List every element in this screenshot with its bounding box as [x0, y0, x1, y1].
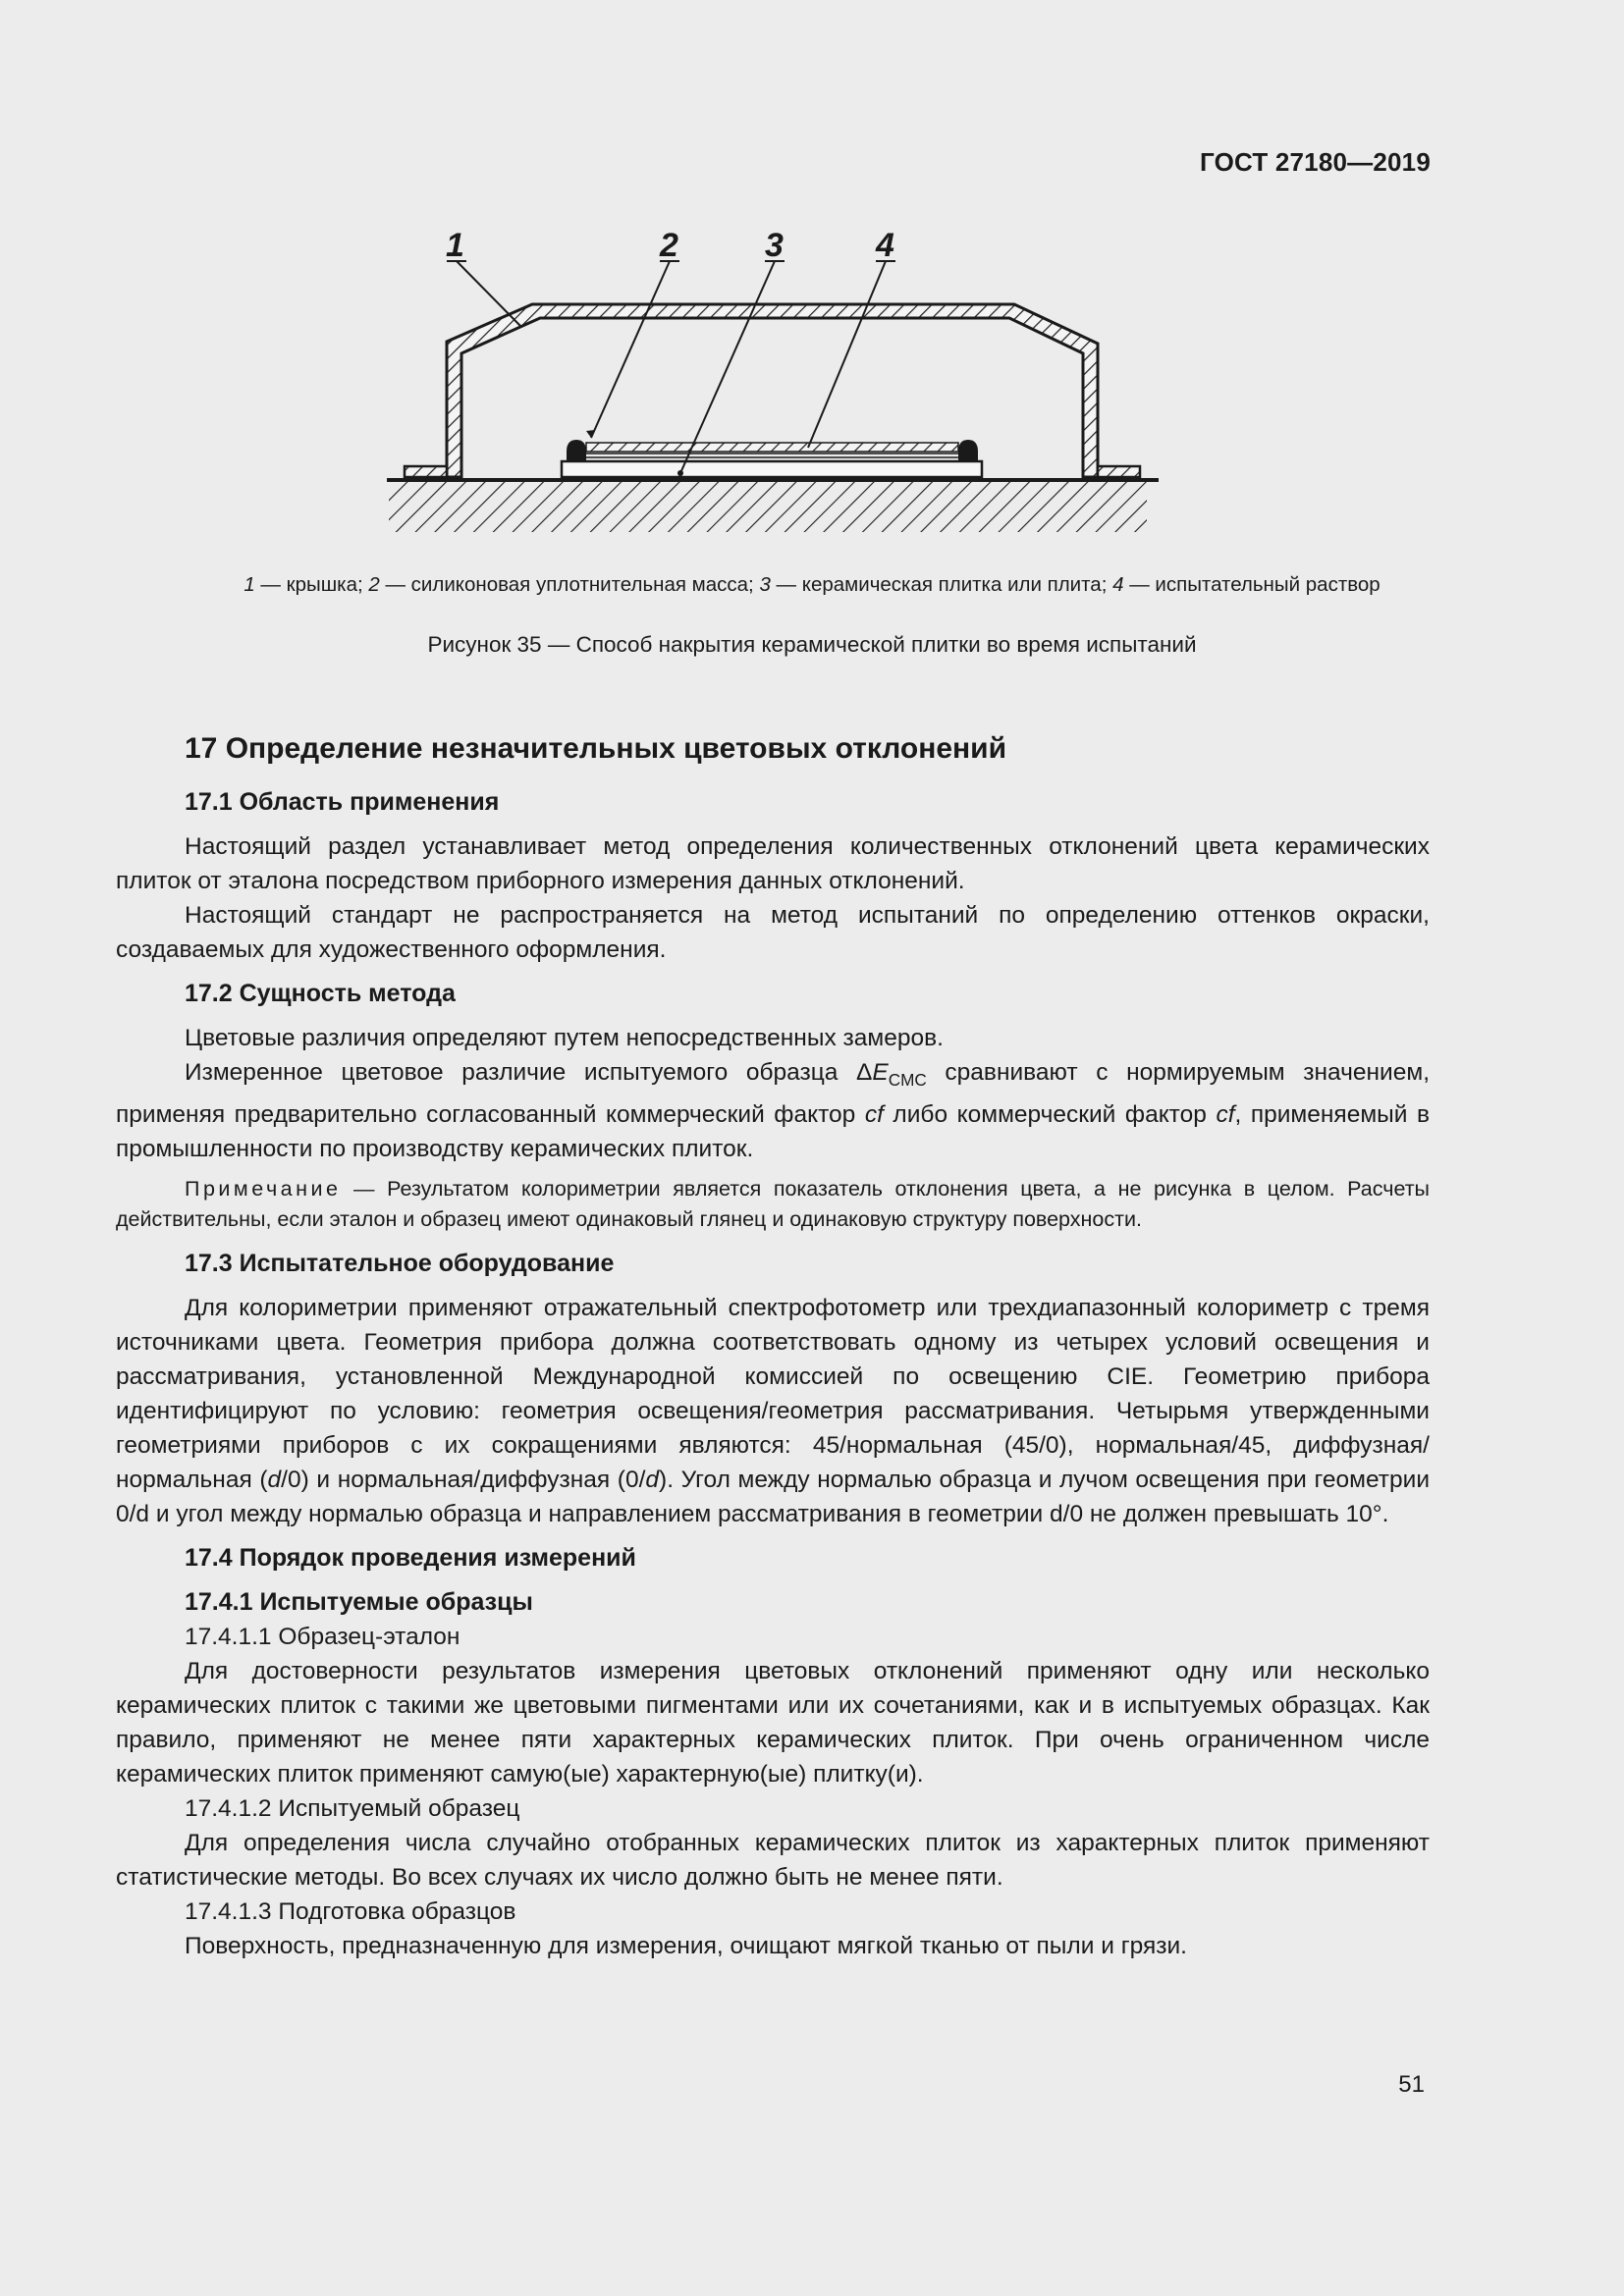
paragraph: Поверхность, предназначенную для измерения, очищают мягкой тканью от пыли и грязи. [185, 1932, 1187, 1959]
ground-base [389, 481, 1147, 532]
figure-35-diagram [373, 224, 1178, 553]
section-17-4-1-3-title: 17.4.1.3 Подготовка образцов [185, 1897, 516, 1925]
legend-text-1: — крышка; [254, 573, 369, 596]
paragraph: Для достоверности результатов измерения цветовых отклонений применяют одну или несколько керамических плиток с такими же цветовыми пигментами или их сочетаниями, как и в испытуемых образцах. Как правило, применяют не менее пяти характерных керамических плиток. При очень ограниченном числе керамических плиток применяют самую(ые) характерную(ые) плитку(и). [116, 1657, 1430, 1788]
ceramic-tile [562, 461, 982, 477]
callout-4: 4 [876, 227, 894, 264]
legend-text-3: — керамическая плитка или плита; [770, 573, 1113, 596]
legend-num-1: 1 [244, 573, 255, 596]
section-17-4-1-2-title: 17.4.1.2 Испытуемый образец [185, 1794, 520, 1822]
lid-flange-left [405, 466, 447, 477]
legend-num-2: 2 [368, 573, 380, 596]
lid-flange-right [1098, 466, 1140, 477]
legend-text-4: — испытательный раствор [1123, 573, 1380, 596]
page-number: 51 [1398, 2071, 1425, 2098]
paragraph: Настоящий раздел устанавливает метод определения количественных отклонений цвета керамических плиток от эталона посредством приборного измерения данных отклонений. [116, 833, 1430, 894]
sealant-bead-right [958, 440, 978, 461]
section-17-4-1-title: 17.4.1 Испытуемые образцы [185, 1587, 533, 1616]
section-17-3-title: 17.3 Испытательное оборудование [185, 1249, 615, 1277]
sealant-bead-left [567, 440, 586, 461]
section-17-1-title: 17.1 Область применения [185, 788, 500, 816]
paragraph: Для определения числа случайно отобранных керамических плиток из характерных плиток применяют статистические методы. Во всех случаях их число должно быть не менее пяти. [116, 1829, 1430, 1891]
section-17-2-title: 17.2 Сущность метода [185, 980, 456, 1007]
callout-3: 3 [765, 227, 784, 264]
note-label: Примечание [185, 1176, 342, 1201]
figure-caption: Рисунок 35 — Способ накрытия керамической плитки во время испытаний [427, 632, 1197, 657]
paragraph: Для колориметрии применяют отражательный спектрофотометр или трехдиапазонный колориметр с тремя источниками цвета. Геометрия прибора должна соответствовать одному из четырех условий освещения и рассматривания, установленной Международной комиссией по освещению CIE. Геометрию прибора идентифицируют по условию: геометрия освещения/геометрия рассматривания. Четырьмя утвержденными геометриями приборов с их сокращениями являются: 45/нормальная (45/0), нормальная/45, диффузная/нормальная (d/0) и нормальная/диффузная (0/d). Угол между нормалью образца и лучом освещения при геометрии 0/d и угол между нормалью образца и направлением рассматривания в геометрии d/0 не должен превышать 10°. [116, 1294, 1430, 1527]
section-17-title: 17 Определение незначительных цветовых отклонений [185, 732, 1007, 765]
section-17-4-title: 17.4 Порядок проведения измерений [185, 1543, 636, 1572]
callout-1: 1 [446, 227, 464, 264]
test-solution [586, 443, 958, 452]
note-paragraph: Примечание — Результатом колориметрии является показатель отклонения цвета, а не рисунка в целом. Расчеты действительны, если эталон и образец имеют одинаковый глянец и одинаковую структуру поверхности. [116, 1176, 1430, 1231]
legend-num-4: 4 [1112, 573, 1124, 596]
main-content [116, 728, 1430, 1963]
paragraph: Измеренное цветовое различие испытуемого образца $\Delta E_{CMC}$ сравнивают с нормируемым значением, применяя предварительно согласованный коммерческий фактор cf либо коммерческий фактор cf, применяемый в промышленности по производству керамических плиток. [116, 1059, 1431, 1162]
callout-2: 2 [660, 227, 678, 264]
section-17-4-1-1-title: 17.4.1.1 Образец-эталон [185, 1623, 460, 1650]
figure-legend [0, 573, 1624, 597]
legend-text-2: — силиконовая уплотнительная масса; [379, 573, 760, 596]
paragraph: Цветовые различия определяют путем непосредственных замеров. [185, 1025, 944, 1051]
legend-num-3: 3 [759, 573, 771, 596]
paragraph: Настоящий стандарт не распространяется на метод испытаний по определению оттенков окраски, создаваемых для художественного оформления. [116, 902, 1430, 963]
document-standard-number: ГОСТ 27180—2019 [1200, 147, 1431, 177]
